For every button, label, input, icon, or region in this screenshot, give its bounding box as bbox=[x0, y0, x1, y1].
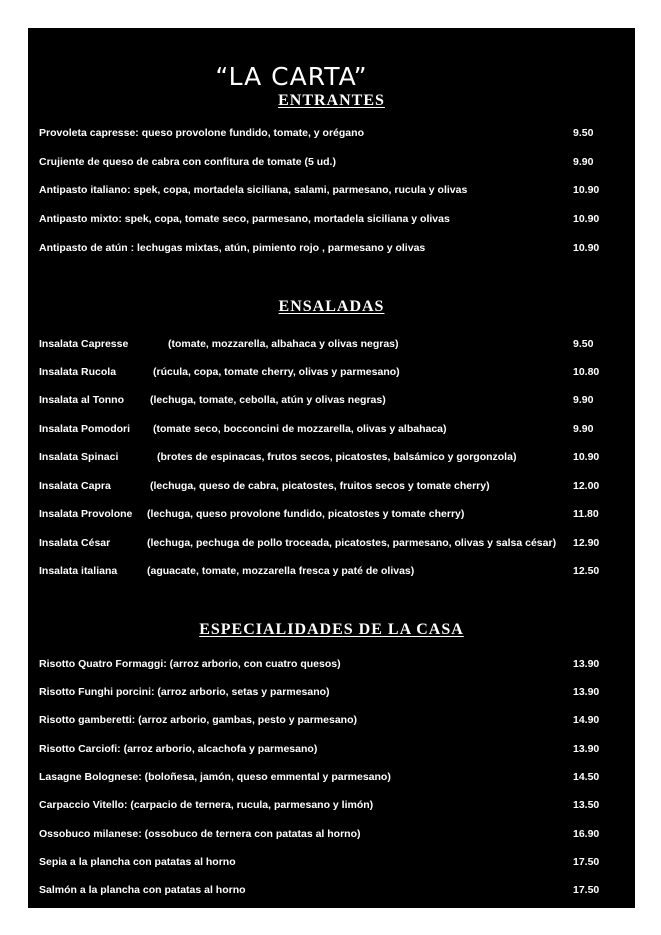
menu-item bbox=[39, 181, 629, 199]
menu-item bbox=[39, 239, 629, 257]
menu-sheet bbox=[28, 28, 635, 908]
item-name: Insalata Provolone bbox=[39, 508, 133, 520]
menu-item bbox=[39, 335, 629, 353]
item-name: Sepia a la plancha con patatas al horno bbox=[39, 856, 236, 868]
item-price: 10.90 bbox=[573, 242, 600, 254]
item-price: 14.50 bbox=[573, 771, 600, 783]
item-price: 10.90 bbox=[573, 213, 600, 225]
item-price: 17.50 bbox=[573, 884, 600, 896]
menu-item bbox=[39, 655, 629, 673]
item-name: Risotto Quatro Formaggi: (arroz arborio, con cuatro quesos) bbox=[39, 658, 341, 670]
item-price: 9.50 bbox=[573, 127, 594, 139]
section-title-ensaladas: ENSALADAS bbox=[278, 298, 385, 315]
item-name: Lasagne Bolognese: (boloñesa, jamón, queso emmental y parmesano) bbox=[39, 771, 391, 783]
item-price: 16.90 bbox=[573, 828, 600, 840]
menu-item bbox=[39, 562, 629, 580]
item-name: Insalata Pomodori bbox=[39, 423, 131, 435]
menu-title: “LA CARTA” bbox=[215, 62, 368, 91]
menu-item bbox=[39, 391, 629, 409]
item-price: 11.80 bbox=[573, 508, 599, 520]
menu-item bbox=[39, 448, 629, 466]
section-title-especialidades: ESPECIALIDADES DE LA CASA bbox=[199, 621, 464, 638]
item-price: 12.50 bbox=[573, 565, 600, 577]
item-name: Risotto Funghi porcini: (arroz arborio, setas y parmesano) bbox=[39, 686, 330, 698]
item-price: 13.50 bbox=[573, 799, 600, 811]
item-description: (lechuga, tomate, cebolla, atún y olivas negras) bbox=[150, 394, 386, 406]
item-name: Insalata César bbox=[39, 537, 111, 549]
item-description: (aguacate, tomate, mozzarella fresca y paté de olivas) bbox=[147, 565, 415, 577]
menu-item bbox=[39, 825, 629, 843]
menu-item bbox=[39, 853, 629, 871]
item-price: 13.90 bbox=[573, 686, 600, 698]
item-name: Crujiente de queso de cabra con confitura de tomate (5 ud.) bbox=[39, 156, 336, 168]
item-name: Provoleta capresse: queso provolone fundido, tomate, y orégano bbox=[39, 127, 364, 139]
item-description: (lechuga, queso provolone fundido, picatostes y tomate cherry) bbox=[147, 508, 465, 520]
item-price: 12.00 bbox=[573, 480, 600, 492]
menu-item bbox=[39, 711, 629, 729]
item-name: Insalata Spinaci bbox=[39, 451, 119, 463]
menu-item bbox=[39, 153, 629, 171]
item-name: Insalata Rucola bbox=[39, 366, 117, 378]
item-name: Risotto Carciofi: (arroz arborio, alcachofa y parmesano) bbox=[39, 743, 318, 755]
item-name: Carpaccio Vitello: (carpacio de ternera, rucula, parmesano y limón) bbox=[39, 799, 374, 811]
item-name: Ossobuco milanese: (ossobuco de ternera con patatas al horno) bbox=[39, 828, 361, 840]
menu-item bbox=[39, 505, 629, 523]
item-name: Antipasto italiano: spek, copa, mortadela siciliana, salami, parmesano, rucula y olivas bbox=[39, 184, 468, 196]
item-description: (rúcula, copa, tomate cherry, olivas y parmesano) bbox=[153, 366, 400, 378]
menu-item bbox=[39, 124, 629, 142]
item-price: 9.90 bbox=[573, 394, 594, 406]
item-price: 13.90 bbox=[573, 743, 600, 755]
item-price: 12.90 bbox=[573, 537, 600, 549]
item-name: Insalata Capresse bbox=[39, 338, 129, 350]
item-price: 17.50 bbox=[573, 856, 600, 868]
item-name: Antipasto de atún : lechugas mixtas, atún, pimiento rojo , parmesano y olivas bbox=[39, 242, 426, 254]
item-price: 14.90 bbox=[573, 714, 600, 726]
item-price: 10.90 bbox=[573, 451, 600, 463]
menu-item bbox=[39, 477, 629, 495]
item-price: 10.90 bbox=[573, 184, 600, 196]
menu-item bbox=[39, 363, 629, 381]
menu-item bbox=[39, 420, 629, 438]
item-price: 9.90 bbox=[573, 423, 594, 435]
item-price: 9.90 bbox=[573, 156, 594, 168]
item-name: Risotto gamberetti: (arroz arborio, gambas, pesto y parmesano) bbox=[39, 714, 357, 726]
item-price: 10.80 bbox=[573, 366, 600, 378]
item-name: Insalata italiana bbox=[39, 565, 118, 577]
menu-item bbox=[39, 210, 629, 228]
item-description: (tomate, mozzarella, albahaca y olivas negras) bbox=[168, 338, 399, 350]
menu-item bbox=[39, 881, 629, 899]
item-price: 13.90 bbox=[573, 658, 600, 670]
item-price: 9.50 bbox=[573, 338, 594, 350]
menu-item bbox=[39, 740, 629, 758]
item-description: (brotes de espinacas, frutos secos, picatostes, balsámico y gorgonzola) bbox=[157, 451, 517, 463]
item-description: (lechuga, pechuga de pollo troceada, picatostes, parmesano, olivas y salsa césar) bbox=[147, 537, 557, 549]
menu-item bbox=[39, 768, 629, 786]
item-name: Antipasto mixto: spek, copa, tomate seco, parmesano, mortadela siciliana y olivas bbox=[39, 213, 450, 225]
menu-item bbox=[39, 534, 629, 552]
item-description: (tomate seco, bocconcini de mozzarella, olivas y albahaca) bbox=[153, 423, 447, 435]
item-name: Salmón a la plancha con patatas al horno bbox=[39, 884, 246, 896]
menu-item bbox=[39, 796, 629, 814]
section-title-entrantes: ENTRANTES bbox=[278, 92, 385, 109]
menu-item bbox=[39, 683, 629, 701]
item-description: (lechuga, queso de cabra, picatostes, fruitos secos y tomate cherry) bbox=[150, 480, 490, 492]
item-name: Insalata Capra bbox=[39, 480, 111, 492]
item-name: Insalata al Tonno bbox=[39, 394, 124, 406]
